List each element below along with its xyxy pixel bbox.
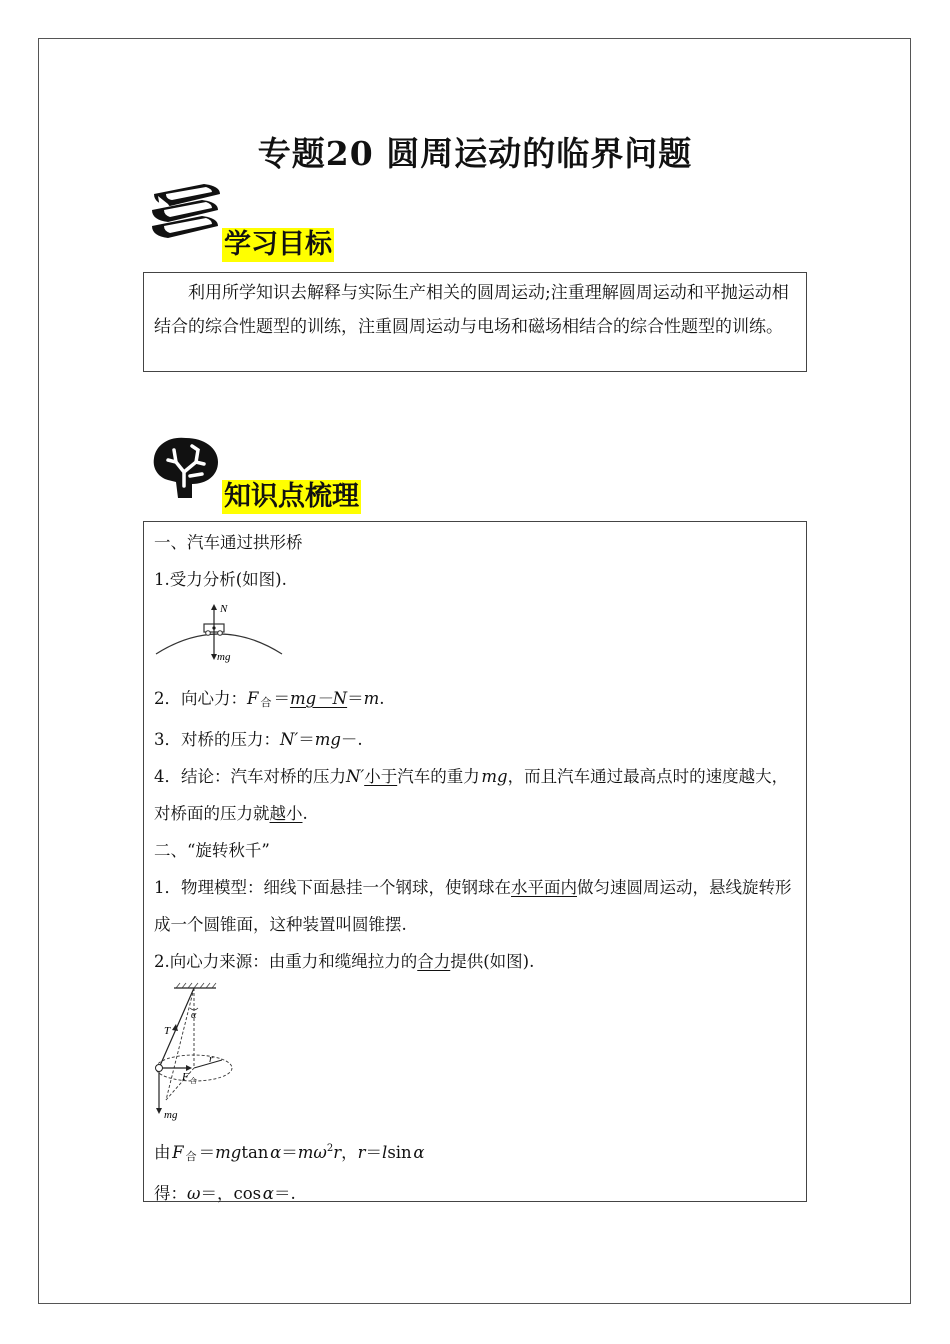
part2-heading: 二、“旋转秋千” (154, 841, 270, 860)
item2-underlined: mg－N (289, 689, 348, 708)
item2-f: F (247, 689, 259, 708)
f1-eq2: ＝ (281, 1143, 298, 1162)
fig1-label-n: N (220, 603, 228, 615)
item2-he: 合 (260, 696, 272, 709)
f1-comma: ， (341, 1143, 358, 1162)
item4-underlined2: 越小 (269, 804, 303, 823)
f2-de: 得： (154, 1184, 187, 1203)
f2-alpha: α (262, 1184, 274, 1203)
p2-item1-rest: 做匀速圆周运动，悬线旋转形成一个圆锥面，这种装置叫圆锥摆. (154, 878, 792, 934)
part2-item1 (154, 869, 796, 943)
goals-box (143, 272, 807, 372)
f1-r1: r (333, 1143, 342, 1162)
f2-omega: ω (187, 1184, 201, 1203)
f1-alpha2: α (413, 1143, 425, 1162)
part1-item4 (154, 758, 796, 832)
f1-r2: r (357, 1143, 366, 1162)
item3-eq: ＝ (298, 730, 315, 749)
item3-prefix: 3．对桥的压力： (154, 730, 280, 749)
f1-f: F (172, 1143, 184, 1162)
part1-item3 (154, 721, 796, 758)
knowledge-heading-label: 知识点梳理 (224, 481, 359, 512)
part2-item2 (154, 943, 796, 980)
fig2-label-t: T (164, 1025, 171, 1037)
item2-prefix: 2．向心力： (154, 689, 247, 708)
item4-mid: 汽车的重力 (397, 767, 480, 786)
fig2-label-alpha: α (191, 1010, 197, 1021)
item3-tail: －. (340, 730, 363, 749)
item3-mg: mg (314, 730, 341, 749)
knowledge-box (143, 521, 807, 1202)
part1-item2 (154, 680, 796, 721)
item4-rest: ，而且汽车通过最高点时的速度越大，对桥面的压力就 (154, 767, 789, 823)
goals-heading-label: 学习目标 (224, 229, 332, 260)
p2-item2-underlined: 合力 (417, 952, 451, 971)
f1-m: m (297, 1143, 314, 1162)
knowledge-heading (146, 432, 361, 512)
f1-eq1: ＝ (198, 1143, 216, 1162)
item4-end: . (302, 804, 308, 823)
fig2-label-he: 合 (190, 1077, 197, 1085)
f2-eq2: ＝. (273, 1184, 296, 1203)
f1-eq3: ＝ (365, 1143, 383, 1162)
f1-sin: sin (387, 1143, 412, 1162)
arch-bridge-force-diagram (154, 602, 284, 670)
fig2-label-f: F (182, 1071, 189, 1083)
item4-n: N′ (346, 767, 365, 786)
f2-cos: cos (233, 1184, 262, 1203)
conical-pendulum-diagram (154, 982, 254, 1122)
item4-mg: mg (481, 767, 508, 786)
p2-item1-underlined: 水平面内 (511, 878, 577, 897)
page-title: 专题20 圆周运动的临界问题 (257, 134, 693, 173)
item4-prefix: 4．结论：汽车对桥的压力 (154, 767, 346, 786)
item2-eq2: ＝ (347, 689, 364, 708)
f2-eq1: ＝， (200, 1184, 234, 1203)
fig2-label-mg: mg (164, 1109, 178, 1121)
f1-omega: ω (313, 1143, 327, 1162)
item2-end: . (379, 689, 385, 708)
part1-item1: 1.受力分析(如图). (154, 570, 287, 589)
item2-m: m (363, 689, 380, 708)
f1-sq: 2 (326, 1143, 334, 1154)
f1-l: l (382, 1143, 388, 1162)
f1-tan: tan (241, 1143, 269, 1162)
goals-text: 利用所学知识去解释与实际生产相关的圆周运动;注重理解圆周运动和平抛运动相结合的综合性题型的训练，注重圆周运动与电场和磁场相结合的综合性题型的训练。 (154, 283, 789, 337)
goals-heading (146, 180, 334, 260)
p2-item1-prefix: 1．物理模型：细线下面悬挂一个钢球，使钢球在 (154, 878, 511, 897)
item2-eq: ＝ (273, 689, 290, 708)
part1-heading: 一、汽车通过拱形桥 (154, 533, 303, 552)
part2-formula1 (154, 1130, 796, 1175)
p2-item2-rest: 提供(如图). (450, 952, 535, 971)
item4-underlined1: 小于 (364, 767, 398, 786)
p2-item2-prefix: 2.向心力来源：由重力和缆绳拉力的 (154, 952, 418, 971)
item3-n: N′ (280, 730, 299, 749)
brain-icon (146, 432, 226, 512)
fig1-label-mg: mg (217, 651, 231, 663)
books-stack-icon (146, 180, 226, 260)
f1-alpha1: α (270, 1143, 282, 1162)
f1-he: 合 (185, 1150, 197, 1163)
f1-you: 由 (154, 1143, 171, 1162)
part2-formula2 (154, 1175, 796, 1212)
f1-mg: mg (215, 1143, 242, 1162)
fig2-label-r: r (209, 1053, 214, 1065)
